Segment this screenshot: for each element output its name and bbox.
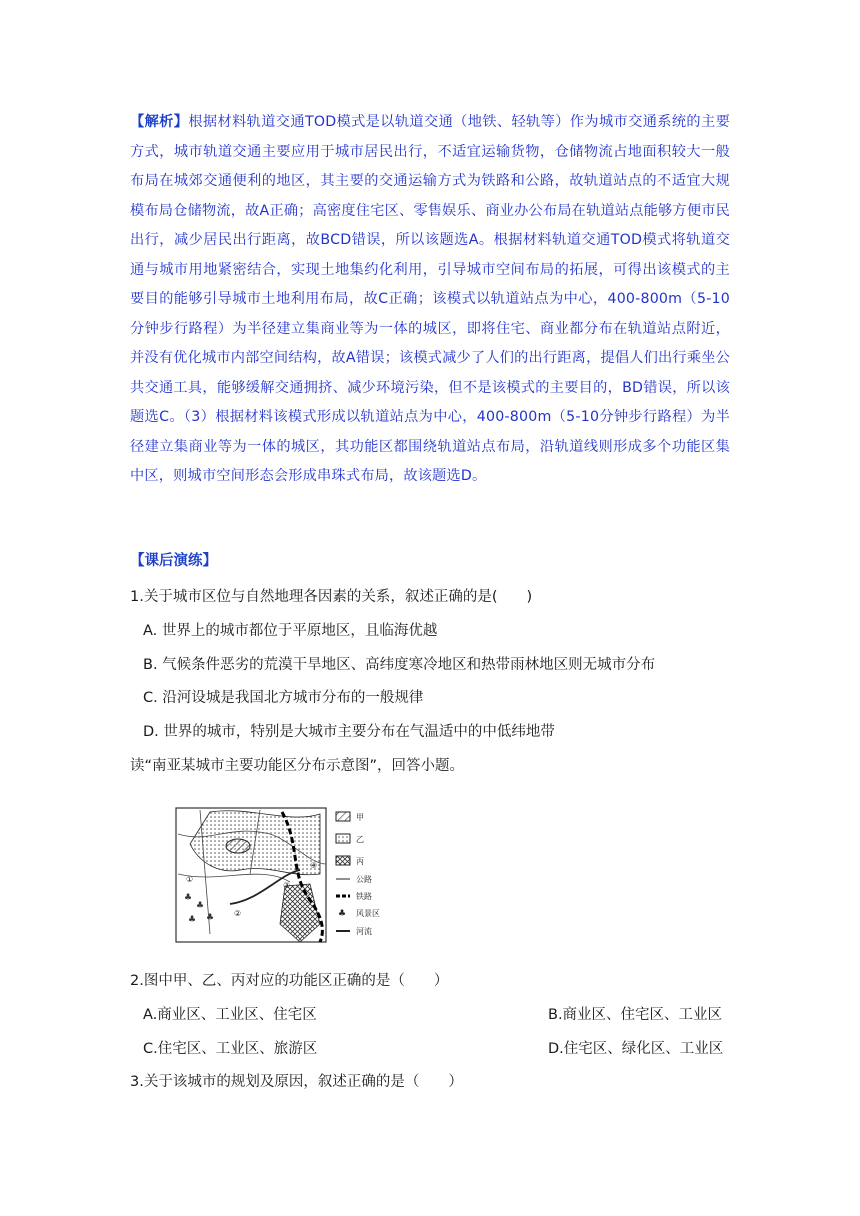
map-marker-4: ④ bbox=[310, 861, 318, 870]
map-legend bbox=[336, 812, 380, 936]
question-1-option-d: D. 世界的城市，特别是大城市主要分布在气温适中的中低纬地带 bbox=[143, 724, 555, 740]
map-marker-3: ③ bbox=[283, 881, 291, 890]
map-marker-1: ① bbox=[186, 875, 194, 884]
question-1-option-b: B. 气候条件恶劣的荒漠干旱地区、高纬度寒冷地区和热带雨林地区则无城市分布 bbox=[143, 657, 656, 673]
map-marker-2: ② bbox=[234, 909, 242, 918]
question-2-option-a: A.商业区、工业区、住宅区 bbox=[143, 1007, 317, 1023]
question-1-stem: 1.关于城市区位与自然地理各因素的关系，叙述正确的是( ) bbox=[130, 589, 533, 605]
svg-text:♣: ♣ bbox=[206, 913, 215, 923]
question-1-option-c: C. 沿河设城是我国北方城市分布的一般规律 bbox=[143, 690, 424, 706]
legend-jia: 甲 bbox=[356, 813, 364, 822]
question-3-stem: 3.关于该城市的规划及原因，叙述正确的是（ ） bbox=[130, 1074, 463, 1090]
question-2-option-b: B.商业区、住宅区、工业区 bbox=[548, 1007, 723, 1023]
analysis-paragraph bbox=[130, 108, 730, 492]
svg-text:♣: ♣ bbox=[184, 893, 193, 903]
zone-jia-hatched bbox=[226, 839, 250, 853]
question-2-option-d: D.住宅区、绿化区、工业区 bbox=[548, 1041, 724, 1057]
map-intro-text: 读“南亚某城市主要功能区分布示意图”，回答小题。 bbox=[130, 758, 465, 774]
city-function-map bbox=[170, 804, 532, 946]
svg-text:♣: ♣ bbox=[188, 915, 197, 925]
question-2-stem: 2.图中甲、乙、丙对应的功能区正确的是（ ） bbox=[130, 973, 449, 989]
analysis-text: 根据材料轨道交通TOD模式是以轨道交通（地铁、轻轨等）作为城市交通系统的主要方式，城市轨道交通主要应用于城市居民出行，不适宜运输货物，仓储物流占地面积较大一般布局在城郊交通便利的地区，其主要的交通运输方式为铁路和公路，故轨道站点的不适宜大规模布局仓储物流，故A正确；高密度住宅区、零售娱乐、商业办公布局在轨道站点能够方便市民出行，减少居民出行距离，故BCD错误，所以该题选A。根据材料轨道交通TOD模式将轨道交通与城市用地紧密结合，实现土地集约化利用，引导城市空间布局的拓展，可得出该模式的主要目的能够引导城市土地利用布局，故C正确；该模式以轨道站点为中心，400-800m（5-10分钟步行路程）为半径建立集商业等为一体的城区，即将住宅、商业都分布在轨道站点附近，并没有优化城市内部空间结构，故A错误；该模式减少了人们的出行距离，提倡人们出行乘坐公共交通工具，能够缓解交通拥挤、减少环境污染，但不是该模式的主要目的，BD错误，所以该题选C。（3）根据材料该模式形成以轨道站点为中心，400-800m（5-10分钟步行路程）为半径建立集商业等为一体的城区，其功能区都围绕轨道站点布局，沿轨道线则形成多个功能区集中区，则城市空间形态会形成串珠式布局，故该题选D。 bbox=[130, 114, 730, 484]
question-2-option-c: C.住宅区、工业区、旅游区 bbox=[143, 1041, 318, 1057]
legend-bing: 丙 bbox=[356, 857, 364, 866]
analysis-bracket-label: 【解析】 bbox=[130, 114, 189, 130]
legend-railway: 铁路 bbox=[356, 892, 372, 901]
scenic-icons bbox=[184, 893, 214, 925]
zone-bing-crosshatch bbox=[280, 884, 320, 942]
svg-text:♣: ♣ bbox=[338, 909, 347, 919]
legend-scenic: 风景区 bbox=[356, 909, 380, 918]
question-1-option-a: A. 世界上的城市都位于平原地区，且临海优越 bbox=[143, 623, 438, 639]
section-heading: 【课后演练】 bbox=[130, 553, 217, 569]
legend-river: 河流 bbox=[356, 927, 372, 936]
svg-text:♣: ♣ bbox=[196, 901, 205, 911]
legend-yi: 乙 bbox=[356, 835, 364, 844]
legend-road: 公路 bbox=[356, 875, 372, 884]
